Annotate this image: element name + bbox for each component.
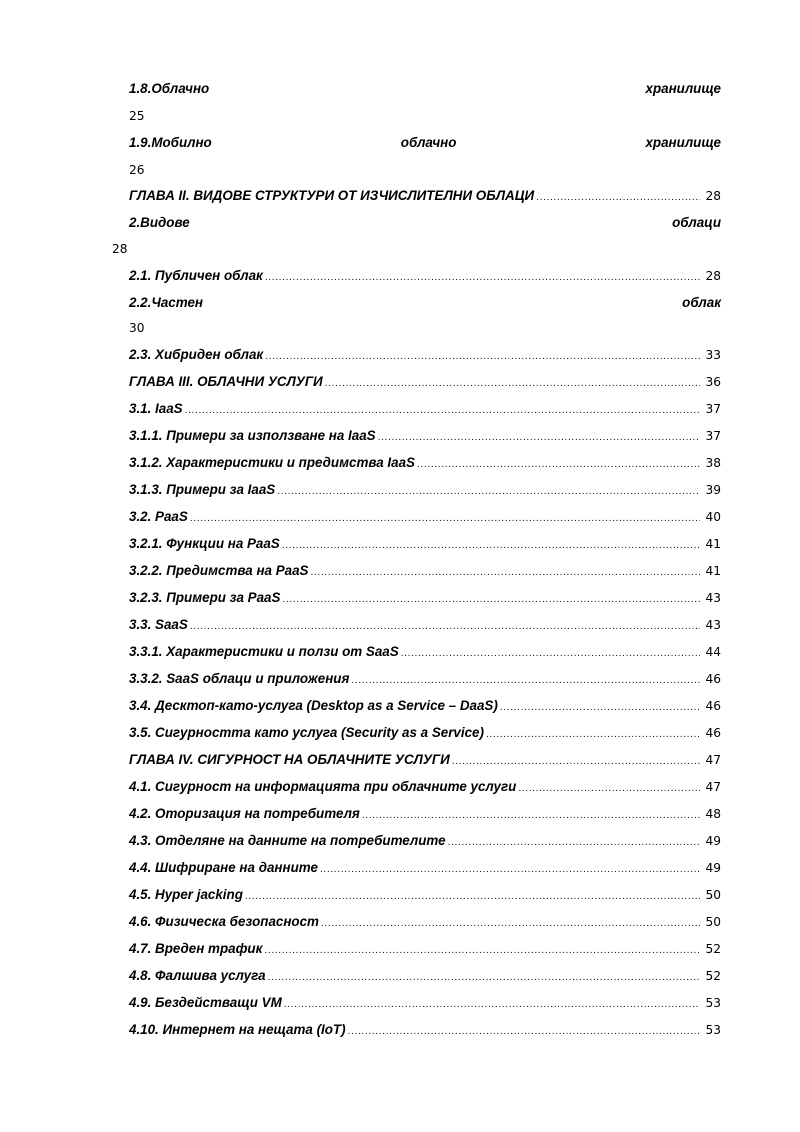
toc-page-number: 25 bbox=[129, 109, 145, 123]
toc-entry[interactable] bbox=[129, 481, 721, 499]
toc-title: 4.5. Hyper jacking bbox=[129, 887, 243, 902]
toc-entry-split bbox=[129, 134, 721, 152]
toc-page-number: 50 bbox=[705, 888, 721, 902]
toc-entry[interactable] bbox=[129, 994, 721, 1012]
toc-leader bbox=[277, 483, 700, 501]
toc-leader bbox=[185, 402, 700, 420]
toc-leader bbox=[351, 672, 700, 690]
toc-entry-split bbox=[129, 294, 721, 312]
toc-page-number: 33 bbox=[705, 348, 721, 362]
toc-entry[interactable] bbox=[129, 805, 721, 823]
toc-page-number: 48 bbox=[705, 807, 721, 821]
toc-page-number: 47 bbox=[705, 780, 721, 794]
toc-title: 3.4. Десктоп-като-услуга (Desktop as a Service – DaaS) bbox=[129, 698, 498, 713]
toc-page-number: 37 bbox=[705, 429, 721, 443]
toc-leader bbox=[190, 510, 700, 528]
toc-entry[interactable] bbox=[129, 508, 721, 526]
toc-word: 1.9.Мобилно bbox=[129, 135, 212, 150]
toc-title: 3.2.1. Функции на PaaS bbox=[129, 536, 280, 551]
toc-title: ГЛАВА II. ВИДОВЕ СТРУКТУРИ ОТ ИЗЧИСЛИТЕЛНИ ОБЛАЦИ bbox=[129, 188, 535, 203]
toc-entry[interactable] bbox=[129, 643, 721, 661]
toc-word: 1.8.Облачно bbox=[129, 81, 210, 96]
toc-word: облаци bbox=[672, 215, 721, 230]
toc-leader bbox=[448, 834, 700, 852]
toc-leader bbox=[245, 888, 700, 906]
toc-entry[interactable] bbox=[129, 187, 721, 205]
toc-page-number: 53 bbox=[705, 1023, 721, 1037]
toc-word: облак bbox=[682, 295, 721, 310]
toc-page-number: 37 bbox=[705, 402, 721, 416]
toc-title: 3.3.1. Характеристики и ползи от SaaS bbox=[129, 644, 399, 659]
toc-entry[interactable] bbox=[129, 373, 721, 391]
toc-title: 3.5. Сигурността като услуга (Security as a Service) bbox=[129, 725, 484, 740]
toc-entry[interactable] bbox=[129, 886, 721, 904]
toc-entry-split bbox=[129, 80, 721, 98]
toc-entry[interactable] bbox=[129, 940, 721, 958]
toc-leader bbox=[348, 1023, 700, 1041]
toc-title: 3.3.2. SaaS облаци и приложения bbox=[129, 671, 350, 686]
toc-entry-split bbox=[129, 214, 721, 232]
toc-page-number: 50 bbox=[705, 915, 721, 929]
toc-entry[interactable] bbox=[129, 697, 721, 715]
toc-title: 2.3. Хибриден облак bbox=[129, 347, 264, 362]
toc-leader bbox=[190, 618, 700, 636]
toc-page-number: 47 bbox=[705, 753, 721, 767]
toc-page-number: 44 bbox=[705, 645, 721, 659]
toc-title: 4.3. Отделяне на данните на потребителите bbox=[129, 833, 446, 848]
toc-leader bbox=[320, 861, 700, 879]
toc-title: 4.9. Бездействащи VM bbox=[129, 995, 282, 1010]
toc-leader bbox=[417, 456, 700, 474]
toc-title: 3.2.2. Предимства на PaaS bbox=[129, 563, 309, 578]
toc-entry[interactable] bbox=[129, 400, 721, 418]
toc-entry[interactable] bbox=[129, 778, 721, 796]
toc-entry[interactable] bbox=[129, 616, 721, 634]
toc-entry[interactable] bbox=[129, 454, 721, 472]
toc-page-number: 28 bbox=[112, 242, 128, 256]
toc-title: 3.2. PaaS bbox=[129, 509, 188, 524]
toc-leader bbox=[310, 564, 700, 582]
toc-page-number: 53 bbox=[705, 996, 721, 1010]
toc-page-number: 39 bbox=[705, 483, 721, 497]
toc-title: 4.4. Шифриране на данните bbox=[129, 860, 318, 875]
toc-title: 3.1.1. Примери за използване на IaaS bbox=[129, 428, 376, 443]
toc-leader bbox=[401, 645, 700, 663]
toc-title: 4.8. Фалшива услуга bbox=[129, 968, 266, 983]
toc-page-number: 49 bbox=[705, 834, 721, 848]
toc-title: 4.2. Оторизация на потребителя bbox=[129, 806, 360, 821]
toc-word: 2.2.Частен bbox=[129, 295, 203, 310]
toc-word: хранилище bbox=[645, 81, 721, 96]
toc-leader bbox=[500, 699, 700, 717]
toc-entry[interactable] bbox=[129, 267, 721, 285]
toc-leader bbox=[536, 189, 700, 207]
toc-page-number: 38 bbox=[705, 456, 721, 470]
toc-title: 3.3. SaaS bbox=[129, 617, 188, 632]
toc-page-number: 46 bbox=[705, 726, 721, 740]
toc-page-number: 41 bbox=[705, 537, 721, 551]
toc-leader bbox=[378, 429, 700, 447]
toc-page-number: 26 bbox=[129, 163, 145, 177]
toc-title: 3.1.3. Примери за IaaS bbox=[129, 482, 276, 497]
toc-leader bbox=[362, 807, 700, 825]
toc-title: 4.7. Вреден трафик bbox=[129, 941, 263, 956]
toc-entry[interactable] bbox=[129, 670, 721, 688]
toc-leader bbox=[268, 969, 700, 987]
toc-entry[interactable] bbox=[129, 427, 721, 445]
toc-leader bbox=[282, 537, 700, 555]
toc-leader bbox=[325, 375, 700, 393]
toc-entry[interactable] bbox=[129, 1021, 721, 1039]
toc-title: ГЛАВА III. ОБЛАЧНИ УСЛУГИ bbox=[129, 374, 323, 389]
toc-entry[interactable] bbox=[129, 724, 721, 742]
toc-title: 4.1. Сигурност на информацията при облачните услуги bbox=[129, 779, 517, 794]
toc-entry[interactable] bbox=[129, 562, 721, 580]
toc-title: 3.1. IaaS bbox=[129, 401, 183, 416]
toc-leader bbox=[452, 753, 700, 771]
toc-entry[interactable] bbox=[129, 967, 721, 985]
toc-title: 3.1.2. Характеристики и предимства IaaS bbox=[129, 455, 415, 470]
toc-page-number: 52 bbox=[705, 942, 721, 956]
toc-leader bbox=[518, 780, 700, 798]
toc-page-number: 36 bbox=[705, 375, 721, 389]
toc-page-number: 43 bbox=[705, 618, 721, 632]
toc-title: ГЛАВА IV. СИГУРНОСТ НА ОБЛАЧНИТЕ УСЛУГИ bbox=[129, 752, 450, 767]
toc-page-number: 43 bbox=[705, 591, 721, 605]
toc-entry[interactable] bbox=[129, 859, 721, 877]
toc-page-number: 28 bbox=[705, 269, 721, 283]
toc-leader bbox=[282, 591, 700, 609]
toc-entry[interactable] bbox=[129, 832, 721, 850]
toc-word: облачно bbox=[400, 135, 457, 150]
toc-page-number: 46 bbox=[705, 699, 721, 713]
toc-leader bbox=[321, 915, 700, 933]
toc-page-number: 52 bbox=[705, 969, 721, 983]
toc-page-number: 49 bbox=[705, 861, 721, 875]
toc-title: 3.2.3. Примери за PaaS bbox=[129, 590, 281, 605]
toc-word: хранилище bbox=[645, 135, 721, 150]
toc-entry[interactable] bbox=[129, 589, 721, 607]
toc-title: 2.1. Публичен облак bbox=[129, 268, 263, 283]
toc-page-number: 46 bbox=[705, 672, 721, 686]
toc-title: 4.10. Интернет на нещата (IoT) bbox=[129, 1022, 346, 1037]
toc-page-number: 28 bbox=[705, 189, 721, 203]
toc-entry[interactable] bbox=[129, 346, 721, 364]
toc-title: 4.6. Физическа безопасност bbox=[129, 914, 319, 929]
toc-leader bbox=[265, 269, 700, 287]
toc-entry[interactable] bbox=[129, 535, 721, 553]
toc-word: 2.Видове bbox=[129, 215, 190, 230]
toc-page-number: 41 bbox=[705, 564, 721, 578]
toc-page-number: 30 bbox=[129, 321, 145, 335]
toc-leader bbox=[284, 996, 700, 1014]
toc-leader bbox=[264, 942, 700, 960]
toc-entry[interactable] bbox=[129, 913, 721, 931]
toc-leader bbox=[486, 726, 700, 744]
toc-entry[interactable] bbox=[129, 751, 721, 769]
toc-page-number: 40 bbox=[705, 510, 721, 524]
toc-leader bbox=[265, 348, 700, 366]
